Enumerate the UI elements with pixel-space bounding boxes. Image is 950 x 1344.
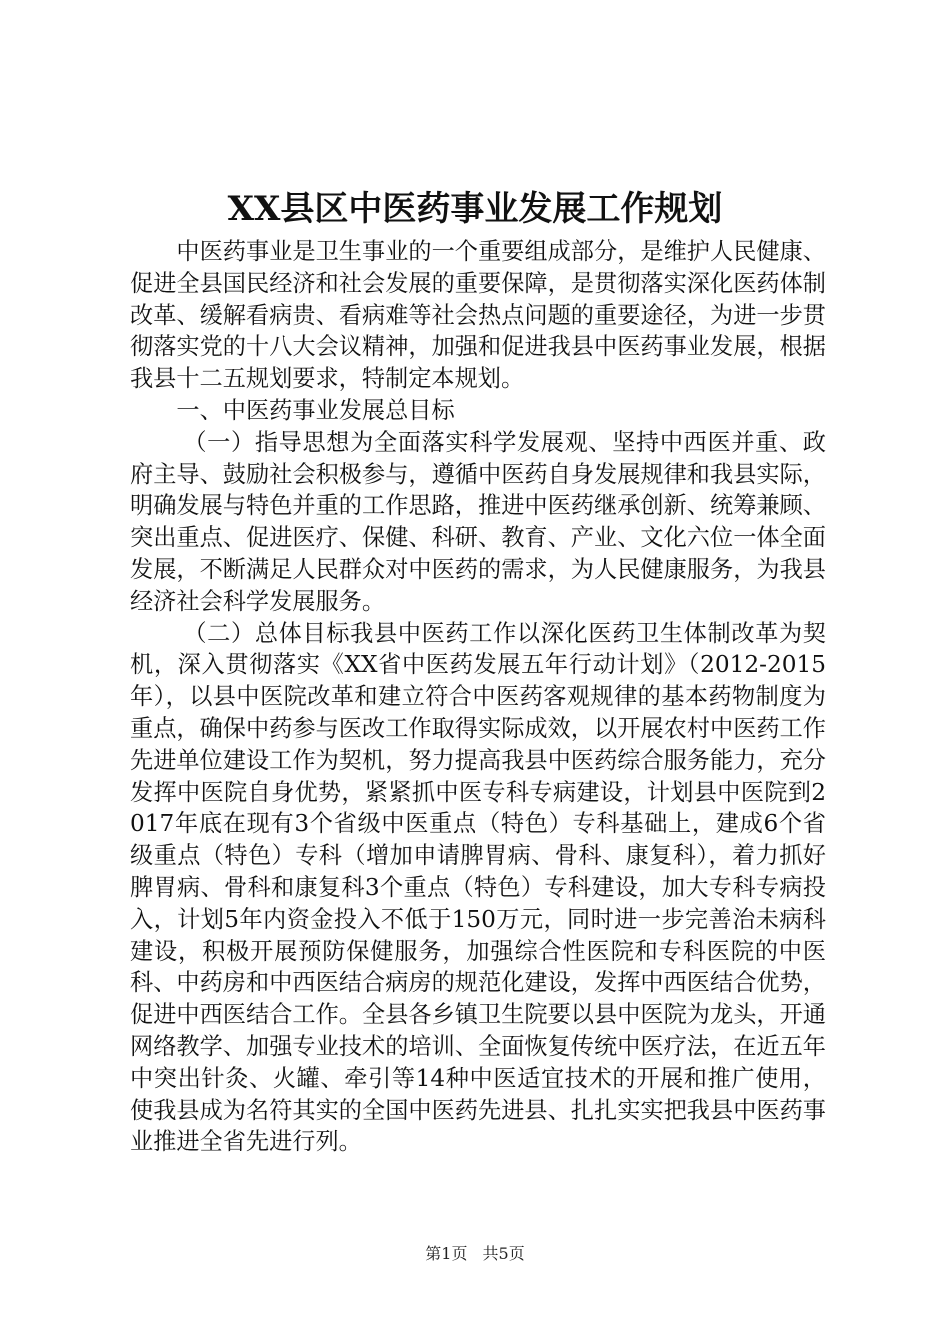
document-body xyxy=(130,236,826,1158)
section-heading-1: 一、中医药事业发展总目标 xyxy=(176,396,455,424)
page-footer xyxy=(0,1244,950,1264)
overall-goal-paragraph: （二）总体目标我县中医药工作以深化医药卫生体制改革为契机，深入贯彻落实《XX省中医药发展五年行动计划》（2012-2015年），以县中医院改革和建立符合中医药客观规律的基本药物制度为重点，确保中药参与医改工作取得实际成效，以开展农村中医药工作先进单位建设工作为契机，努力提高我县中医药综合服务能力，充分发挥中医院自身优势，紧紧抓中医专科专病建设，计划县中医院到2017年底在现有3个省级中医重点（特色）专科基础上，建成6个省级重点（特色）专科（增加申请脾胃病、骨科、康复科），着力抓好脾胃病、骨科和康复科3个重点（特色）专科建设，加大专科专病投入，计划5年内资金投入不低于150万元，同时进一步完善治未病科建设，积极开展预防保健服务，加强综合性医院和专科医院的中医科、中药房和中西医结合病房的规范化建设，发挥中西医结合优势，促进中西医结合工作。全县各乡镇卫生院要以县中医院为龙头，开通网络教学、加强专业技术的培训、全面恢复传统中医疗法，在近五年中突出针灸、火罐、牵引等14种中医适宜技术的开展和推广使用，使我县成为名符其实的全国中医药先进县、扎扎实实把我县中医药事业推进全省先进行列。 xyxy=(130,619,826,1156)
page-number-total: 共5页 xyxy=(482,1244,525,1263)
page-number-current: 第1页 xyxy=(425,1244,468,1263)
page-title: XX县区中医药事业发展工作规划 xyxy=(227,189,723,229)
intro-paragraph: 中医药事业是卫生事业的一个重要组成部分，是维护人民健康、促进全县国民经济和社会发展的重要保障，是贯彻落实深化医药体制改革、缓解看病贵、看病难等社会热点问题的重要途径，为进一步贯彻落实党的十八大会议精神，加强和促进我县中医药事业发展，根据我县十二五规划要求，特制定本规划。 xyxy=(130,238,826,393)
guiding-ideology-paragraph: （一）指导思想为全面落实科学发展观、坚持中西医并重、政府主导、鼓励社会积极参与，遵循中医药自身发展规律和我县实际，明确发展与特色并重的工作思路，推进中医药继承创新、统筹兼顾、突出重点、促进医疗、保健、科研、教育、产业、文化六位一体全面发展，不断满足人民群众对中医药的需求，为人民健康服务，为我县经济社会科学发展服务。 xyxy=(130,428,826,615)
